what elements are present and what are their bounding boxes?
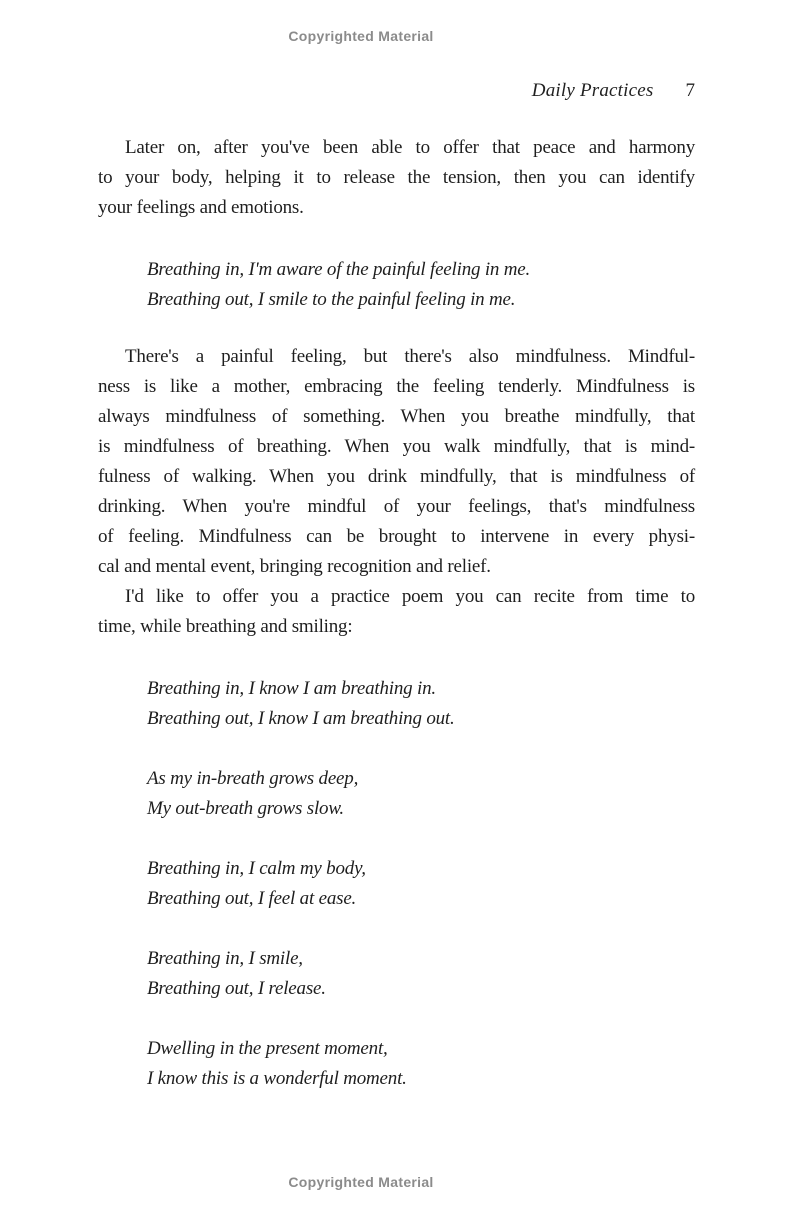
verse-stanza — [147, 1034, 695, 1094]
copyright-notice-top: Copyrighted Material — [288, 28, 434, 44]
text-line: ness is like a mother, embracing the feeling tenderly. Mindfulness is — [98, 376, 695, 397]
verse-stanza — [147, 944, 695, 1004]
text-line: fulness of walking. When you drink mindfully, that is mindfulness of — [98, 466, 695, 487]
verse-line: Breathing in, I calm my body, — [147, 858, 366, 879]
verse-line: Dwelling in the present moment, — [147, 1038, 388, 1059]
verse-line: Breathing out, I smile to the painful feeling in me. — [147, 289, 516, 310]
text-line: your feelings and emotions. — [98, 197, 304, 218]
text-line: There's a painful feeling, but there's also mindfulness. Mindful- — [125, 346, 695, 367]
verse-line: Breathing in, I know I am breathing in. — [147, 678, 436, 699]
page-body — [98, 133, 695, 1094]
text-line: of feeling. Mindfulness can be brought to intervene in every physi- — [98, 526, 695, 547]
page-number: 7 — [685, 80, 695, 101]
verse-line: Breathing in, I smile, — [147, 948, 303, 969]
text-line: drinking. When you're mindful of your feelings, that's mindfulness — [98, 496, 695, 517]
verse-line: I know this is a wonderful moment. — [147, 1068, 407, 1089]
verse-stanza — [147, 764, 695, 824]
verse-line: Breathing out, I release. — [147, 978, 326, 999]
running-header — [532, 80, 695, 102]
paragraph — [98, 342, 695, 582]
verse-line: Breathing out, I know I am breathing out. — [147, 708, 455, 729]
text-line: cal and mental event, bringing recognition and relief. — [98, 556, 491, 577]
text-line: always mindfulness of something. When you breathe mindfully, that — [98, 406, 695, 427]
verse-line: Breathing in, I'm aware of the painful feeling in me. — [147, 259, 531, 280]
verse-line: My out-breath grows slow. — [147, 798, 344, 819]
copyright-notice-bottom: Copyrighted Material — [288, 1174, 434, 1190]
text-line: time, while breathing and smiling: — [98, 616, 353, 637]
running-header-title: Daily Practices — [531, 80, 654, 101]
text-line: is mindfulness of breathing. When you walk mindfully, that is mind- — [98, 436, 695, 457]
paragraph — [98, 133, 695, 223]
verse-line: As my in-breath grows deep, — [147, 768, 359, 789]
verse-line: Breathing out, I feel at ease. — [147, 888, 357, 909]
text-line: I'd like to offer you a practice poem you can recite from time to — [125, 586, 695, 607]
text-line: Later on, after you've been able to offer that peace and harmony — [125, 137, 695, 158]
verse-stanza — [147, 255, 695, 315]
paragraph — [98, 582, 695, 642]
text-line: to your body, helping it to release the tension, then you can identify — [98, 167, 695, 188]
verse-stanza — [147, 674, 695, 734]
verse-stanza — [147, 854, 695, 914]
